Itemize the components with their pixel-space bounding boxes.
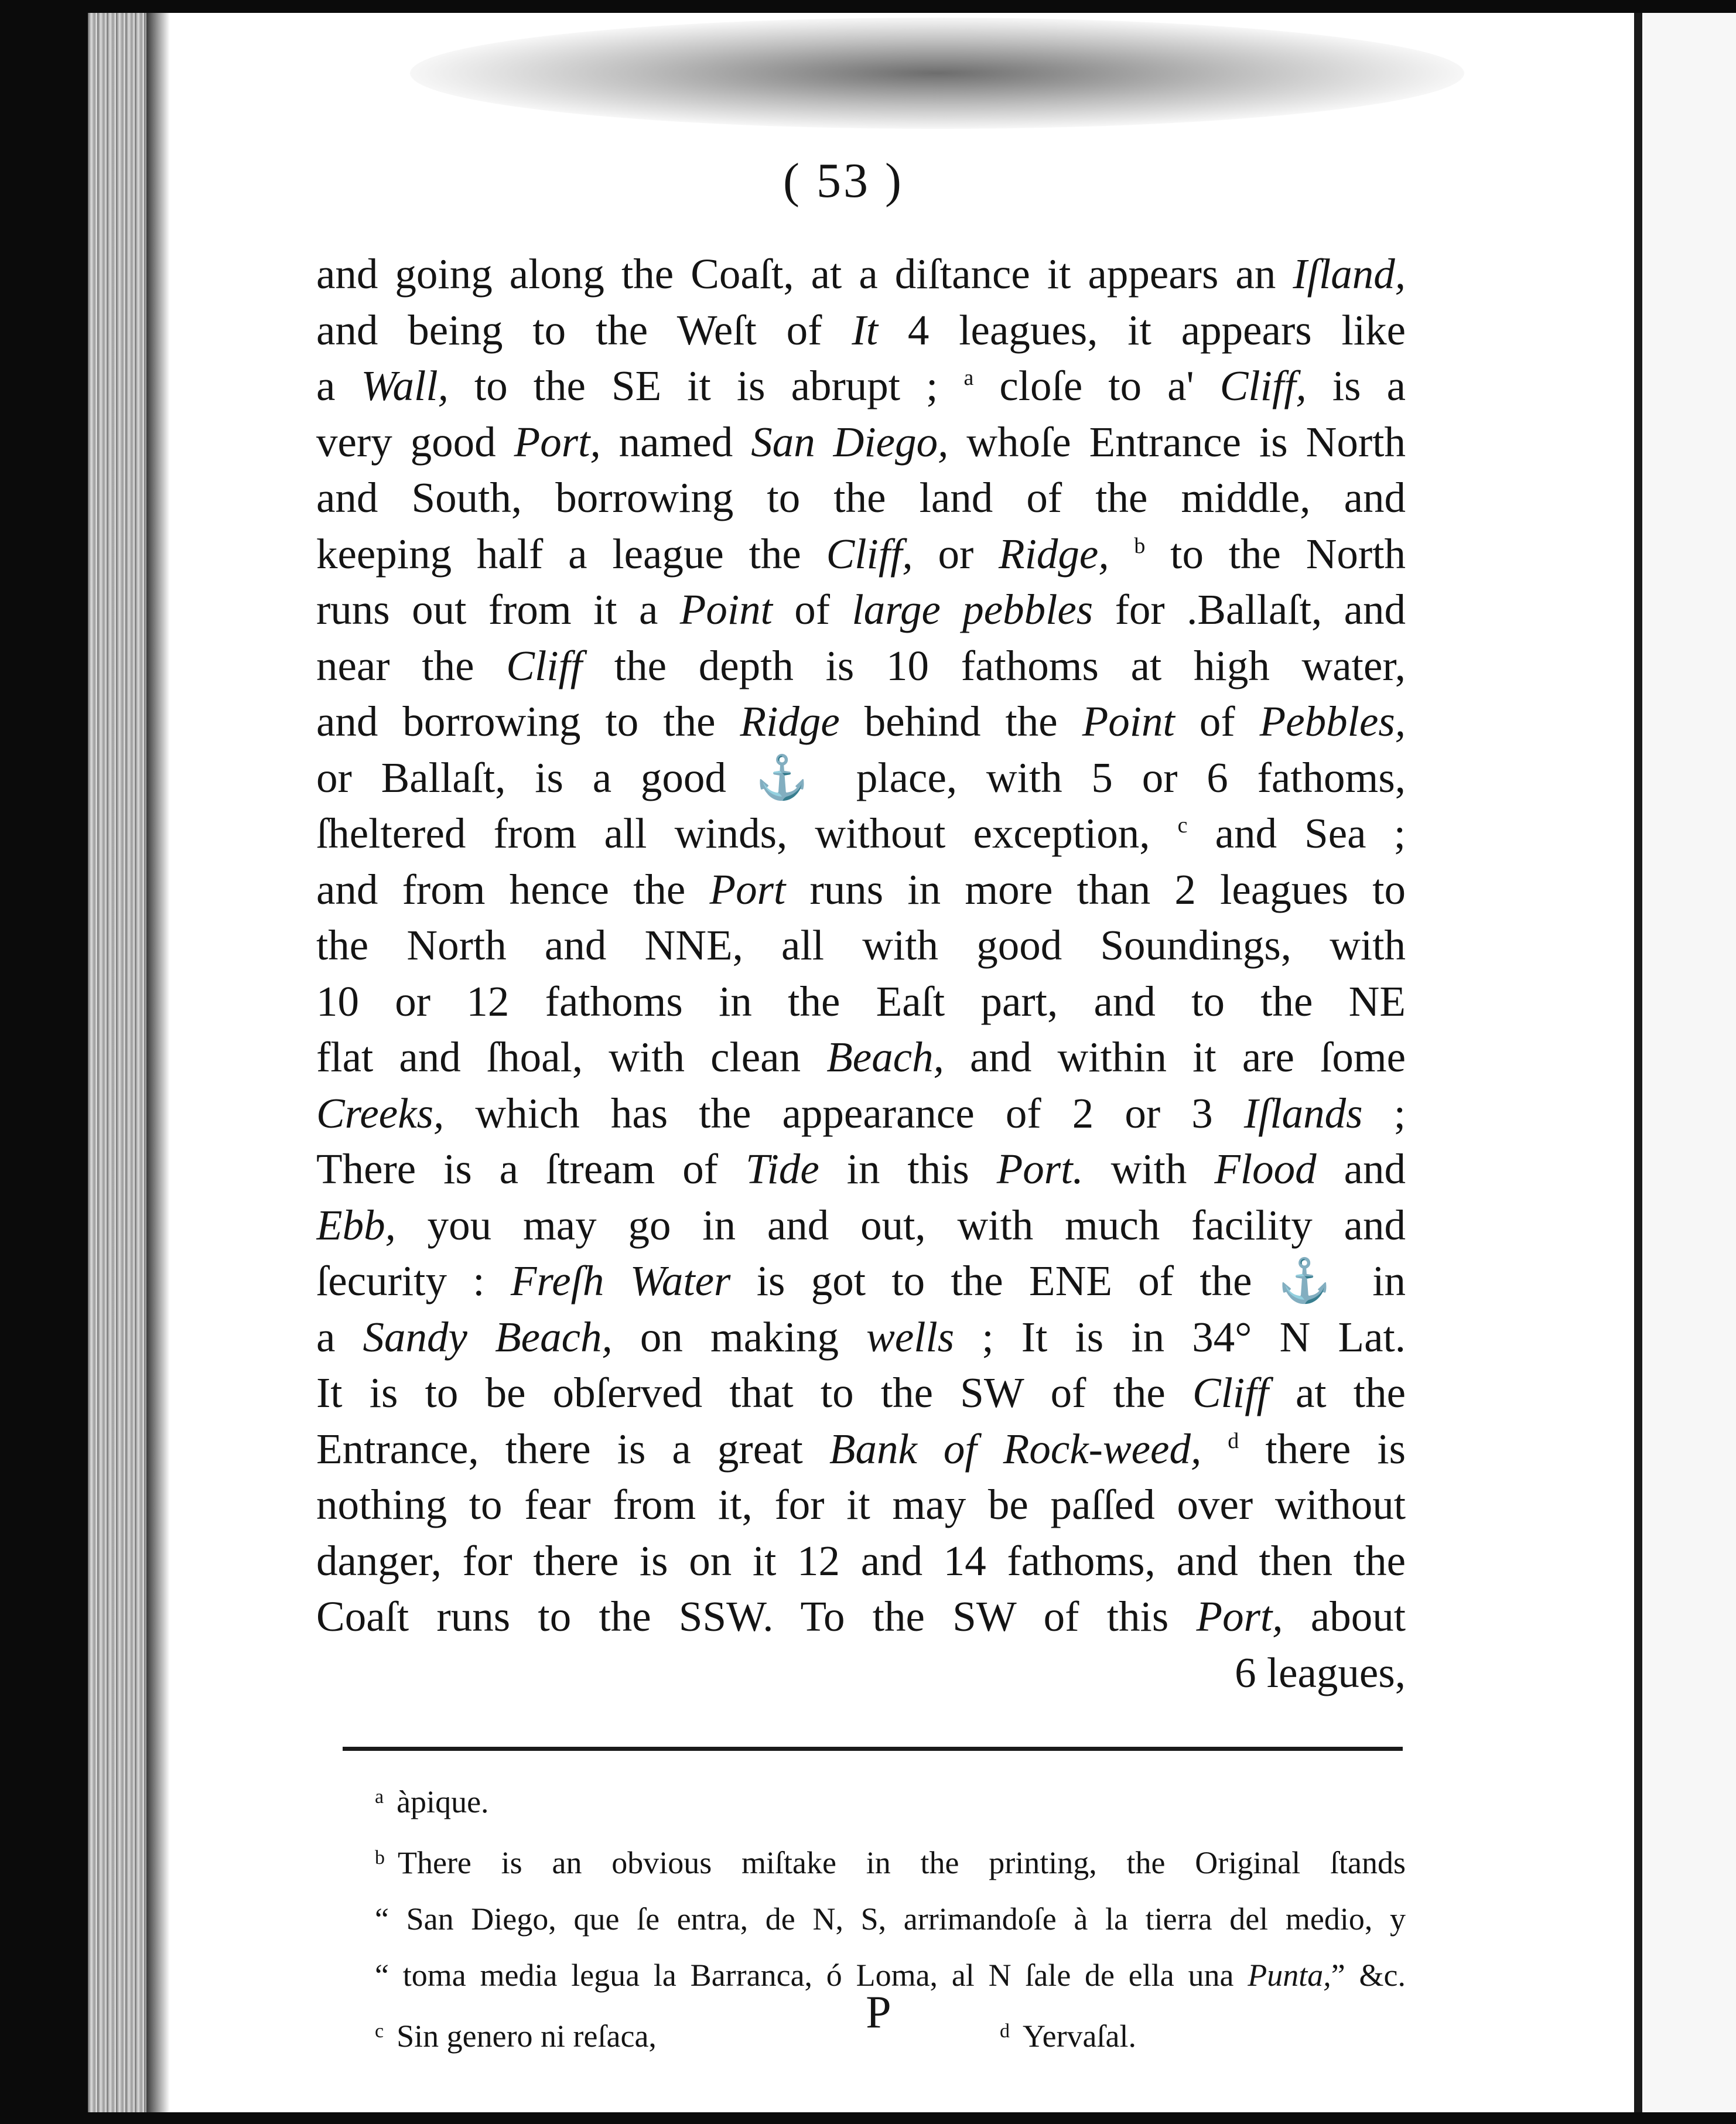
text-run: 10 or 12 fathoms in the Eaſt part, and to the NE (316, 977, 1406, 1025)
text-run: you may go in and out, with much facility and (395, 1201, 1406, 1249)
italic-term: San Diego, (751, 418, 949, 466)
text-run: to the SE it is abrupt ; (448, 362, 964, 409)
text-run: Entrance, there is a great (316, 1425, 829, 1473)
text-line (316, 974, 1406, 1030)
italic-term: Freſh Water (510, 1257, 731, 1305)
text-run: flat and ſhoal, with clean (316, 1033, 827, 1081)
italic-term: Ebb, (316, 1201, 396, 1249)
text-run: ” &c. (1331, 1958, 1406, 1993)
text-line (316, 1421, 1406, 1477)
footnote-c (375, 2003, 657, 2064)
text-run: there is (1239, 1425, 1406, 1473)
italic-term: Cliff, (1219, 362, 1307, 409)
text-run: and South, borrowing to the land of the middle, and (316, 474, 1406, 521)
italic-term: Ridge, (999, 530, 1109, 578)
text-line (316, 1645, 1406, 1701)
text-run: and from hence the (316, 865, 710, 913)
footnote-reference: c (1177, 813, 1188, 838)
page-number: ( 53 ) (783, 153, 904, 208)
text-run: about (1283, 1593, 1406, 1640)
italic-term: Flood (1214, 1145, 1317, 1193)
italic-term: Cliff (506, 641, 583, 689)
text-line (316, 917, 1406, 974)
text-run: or Ballaſt, is a good ⚓ place, with 5 or 6 fathoms, (316, 753, 1406, 801)
footnote-d (1000, 2003, 1136, 2064)
text-line (316, 694, 1406, 750)
footnote-marker: a (375, 1786, 384, 1808)
text-run: ; It is in 34° N Lat. (954, 1313, 1406, 1361)
text-line (316, 302, 1406, 358)
scan-frame-bottom (0, 2112, 1736, 2124)
footnote-marker: b (375, 1847, 385, 1869)
text-line (316, 246, 1406, 302)
italic-term: large pebbles (852, 586, 1093, 633)
text-run: of (1174, 698, 1260, 745)
text-line (316, 1253, 1406, 1309)
text-run: Coaſt runs to the SSW. To the SW of this (316, 1593, 1197, 1640)
italic-term: Punta, (1248, 1958, 1331, 1993)
text-run: 4 leagues, it appears like (877, 306, 1406, 354)
text-run: It is to be obſerved that to the SW of the (316, 1369, 1192, 1416)
text-run: ; (1362, 1089, 1406, 1137)
text-line (316, 414, 1406, 470)
text-run: named (600, 418, 751, 466)
footnote-text: àpique. (397, 1784, 489, 1819)
text-run: “ toma media legua la Barranca, ó Loma, al N ſale de ella una (375, 1958, 1248, 1993)
italic-term: Ridge (740, 698, 840, 745)
italic-term: Cliff, (826, 530, 913, 578)
text-run: ſecurity : (316, 1257, 511, 1305)
text-run: and within it are ſome (944, 1033, 1406, 1081)
text-line (316, 1029, 1406, 1085)
footnote-text: Sin genero ni reſaca, (397, 2019, 657, 2054)
footnote-rule (343, 1747, 1403, 1751)
text-run: on making (612, 1313, 867, 1361)
italic-term: Bank of Rock-weed, (829, 1425, 1202, 1473)
footnote-reference: a (963, 366, 974, 390)
text-run: a (316, 1313, 363, 1361)
italic-term: Port (709, 865, 786, 913)
text-run: is a (1306, 362, 1406, 409)
book-page-edges (88, 13, 146, 2112)
text-run: for .Ballaſt, and (1093, 586, 1406, 633)
text-run: at the (1268, 1369, 1406, 1416)
text-line (316, 358, 1406, 414)
text-line (316, 638, 1406, 694)
text-run: of (772, 586, 852, 633)
scan-frame-top (0, 0, 1736, 13)
text-line (316, 750, 1406, 806)
text-run: runs in more than 2 leagues to (785, 865, 1406, 913)
text-line (316, 1141, 1406, 1197)
text-run: and borrowing to the (316, 698, 740, 745)
text-line (316, 470, 1406, 526)
text-run: which has the appearance of 2 or 3 (444, 1089, 1244, 1137)
text-run: the depth is 10 fathoms at high water, (582, 641, 1406, 689)
text-run: 6 leagues, (1235, 1648, 1406, 1696)
footnote-b-line-1 (375, 1830, 1406, 1891)
text-run: very good (316, 418, 514, 466)
text-line (316, 1589, 1406, 1645)
footnote-b-line-2: “ San Diego, que ſe entra, de N, S, arrimandoſe à la tierra del medio, y (375, 1901, 1406, 1937)
text-line (316, 1309, 1406, 1365)
footnote-reference: b (1134, 533, 1146, 558)
text-run: a (316, 362, 361, 409)
text-run: behind the (839, 698, 1082, 745)
footnote-reference: d (1228, 1428, 1239, 1453)
italic-term: Port, (1196, 1593, 1283, 1640)
signature-mark: P (866, 1986, 891, 2037)
italic-term: Sandy Beach, (363, 1313, 613, 1361)
body-text (316, 246, 1406, 1700)
text-run: with (1083, 1145, 1215, 1193)
text-run: near the (316, 641, 507, 689)
footnote-text: Yervaſal. (1023, 2019, 1136, 2054)
italic-term: Creeks, (316, 1089, 445, 1137)
italic-term: Beach, (826, 1033, 944, 1081)
text-run: and Sea ; (1187, 810, 1406, 857)
text-line (316, 805, 1406, 862)
text-run: and going along the Coaſt, at a diſtance it appears an (316, 250, 1293, 298)
text-run: in this (819, 1145, 997, 1193)
text-run: danger, for there is on it 12 and 14 fathoms, and then the (316, 1536, 1406, 1585)
scan-frame-left (0, 0, 88, 2124)
text-line (316, 862, 1406, 918)
text-line (316, 1085, 1406, 1142)
italic-term: Pebbles, (1259, 698, 1406, 745)
text-run: keeping half a league the (316, 530, 826, 578)
italic-term: Iſlands (1243, 1089, 1363, 1137)
text-line (316, 526, 1406, 582)
text-run: whoſe Entrance is North (948, 418, 1406, 466)
text-run: the North and NNE, all with good Soundings, with (316, 921, 1406, 969)
text-run: There is a ſtream of (316, 1145, 746, 1193)
italic-term: Wall, (361, 362, 449, 409)
facing-page-edge (1642, 13, 1736, 2112)
text-run: nothing to fear from it, for it may be paſſed over without (316, 1481, 1406, 1528)
footnote-a (375, 1769, 1406, 1830)
footnote-marker: d (1000, 2020, 1010, 2042)
italic-term: Point (1082, 698, 1175, 745)
text-line (316, 1533, 1406, 1589)
gutter-shadow (146, 13, 170, 2112)
text-run: and being to the Weſt of (316, 306, 852, 354)
text-line (316, 1477, 1406, 1533)
text-run (1109, 530, 1134, 578)
ink-smudge (410, 18, 1464, 129)
text-run: or (913, 530, 999, 578)
book-fold (1634, 13, 1642, 2112)
text-run (1201, 1425, 1228, 1473)
text-line (316, 582, 1406, 638)
italic-term: Cliff (1192, 1369, 1269, 1416)
text-run: runs out from it a (316, 586, 680, 633)
text-line (316, 1197, 1406, 1254)
italic-term: Port. (996, 1145, 1084, 1193)
footnote-text: There is an obvious miſtake in the printing, the Original ſtands (398, 1845, 1406, 1880)
text-run: ſheltered from all winds, without exception, (316, 810, 1178, 857)
text-run: and (1316, 1145, 1406, 1193)
footnote-marker: c (375, 2020, 384, 2042)
italic-term: It (852, 306, 878, 354)
italic-term: Port, (514, 418, 601, 466)
text-run: is got to the ENE of the ⚓ in (730, 1257, 1406, 1305)
italic-term: Tide (746, 1145, 819, 1193)
italic-term: Iſland, (1293, 250, 1406, 298)
text-run: to the North (1145, 530, 1406, 578)
text-run: cloſe to a' (973, 362, 1220, 409)
italic-term: Point (679, 586, 773, 633)
text-line (316, 1365, 1406, 1421)
italic-term: wells (866, 1313, 955, 1361)
